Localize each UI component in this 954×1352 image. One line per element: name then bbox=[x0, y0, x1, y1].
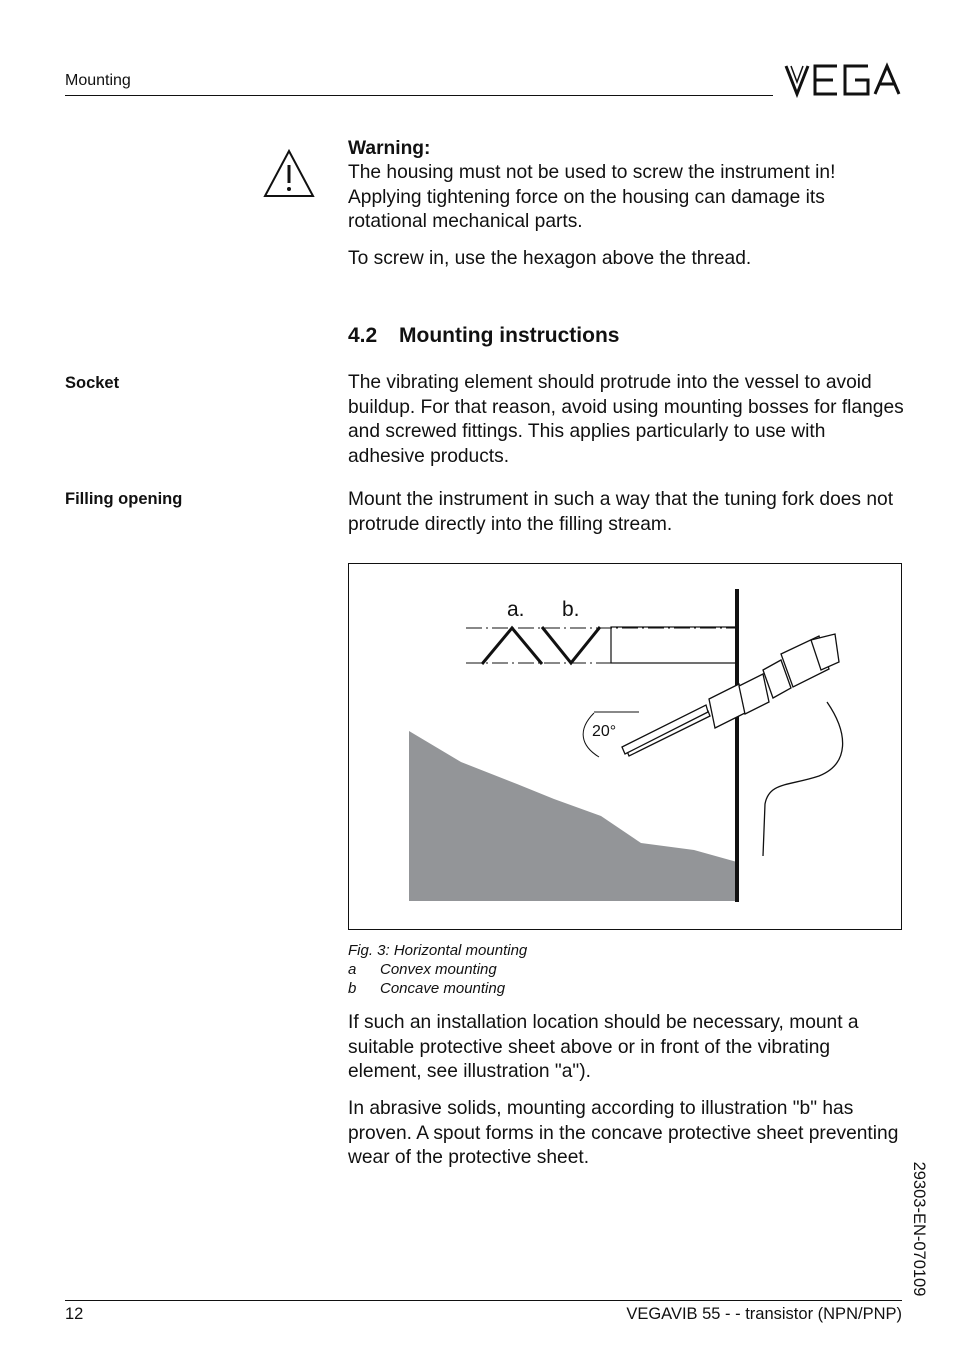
vibration-switch-instrument bbox=[622, 634, 843, 856]
legend-key: b bbox=[348, 980, 357, 997]
horizontal-mounting-figure bbox=[348, 563, 902, 930]
concave-sheet bbox=[542, 627, 600, 663]
legend-key: a bbox=[348, 961, 357, 978]
protective-sheet-paragraph: If such an installation location should be necessary, mount a suitable protective sheet above or in front of the vibrating element, see illustration "a"). bbox=[348, 1012, 859, 1083]
warning-instruction: To screw in, use the hexagon above the thread. bbox=[348, 248, 752, 269]
warning-body: The housing must not be used to screw the instrument in! Applying tightening force on the housing can damage its rotational mechanical parts. bbox=[348, 162, 836, 233]
header-divider bbox=[65, 95, 773, 96]
label-a: a. bbox=[507, 598, 525, 621]
document-code: 29303-EN-070109 bbox=[910, 1161, 928, 1297]
page-number: 12 bbox=[65, 1305, 84, 1323]
footer-divider bbox=[65, 1300, 902, 1301]
vega-logo bbox=[783, 62, 903, 98]
section-number: 4.2 bbox=[348, 324, 378, 347]
socket-text: The vibrating element should protrude into the vessel to avoid buildup. For that reason, avoid using mounting bosses for flanges and screwed fittings. This applies particularly to use with adhesive products. bbox=[348, 372, 904, 467]
warning-title: Warning: bbox=[348, 138, 431, 159]
warning-triangle-icon bbox=[262, 148, 316, 200]
filling-opening-label: Filling opening bbox=[65, 490, 183, 508]
angle-label: 20° bbox=[592, 723, 617, 740]
mounting-diagram bbox=[349, 564, 901, 929]
bulk-material-shape bbox=[409, 731, 737, 901]
label-b: b. bbox=[562, 598, 580, 621]
socket-label: Socket bbox=[65, 374, 120, 392]
abrasive-solids-paragraph: In abrasive solids, mounting according to illustration "b" has proven. A spout forms in the concave protective sheet preventing wear of the protective sheet. bbox=[348, 1098, 899, 1169]
header-section-title: Mounting bbox=[65, 72, 131, 89]
legend-item bbox=[348, 979, 505, 998]
legend-item bbox=[348, 960, 497, 979]
section-title: Mounting instructions bbox=[399, 324, 620, 347]
filling-opening-text: Mount the instrument in such a way that the tuning fork does not protrude directly into the filling stream. bbox=[348, 489, 894, 535]
legend-text: Concave mounting bbox=[380, 980, 506, 997]
figure-caption: Fig. 3: Horizontal mounting bbox=[348, 942, 528, 959]
legend-text: Convex mounting bbox=[380, 961, 497, 978]
convex-sheet bbox=[482, 628, 542, 664]
filling-spout bbox=[611, 627, 737, 663]
footer-product-name: VEGAVIB 55 - - transistor (NPN/PNP) bbox=[626, 1305, 902, 1323]
section-heading bbox=[348, 324, 619, 348]
